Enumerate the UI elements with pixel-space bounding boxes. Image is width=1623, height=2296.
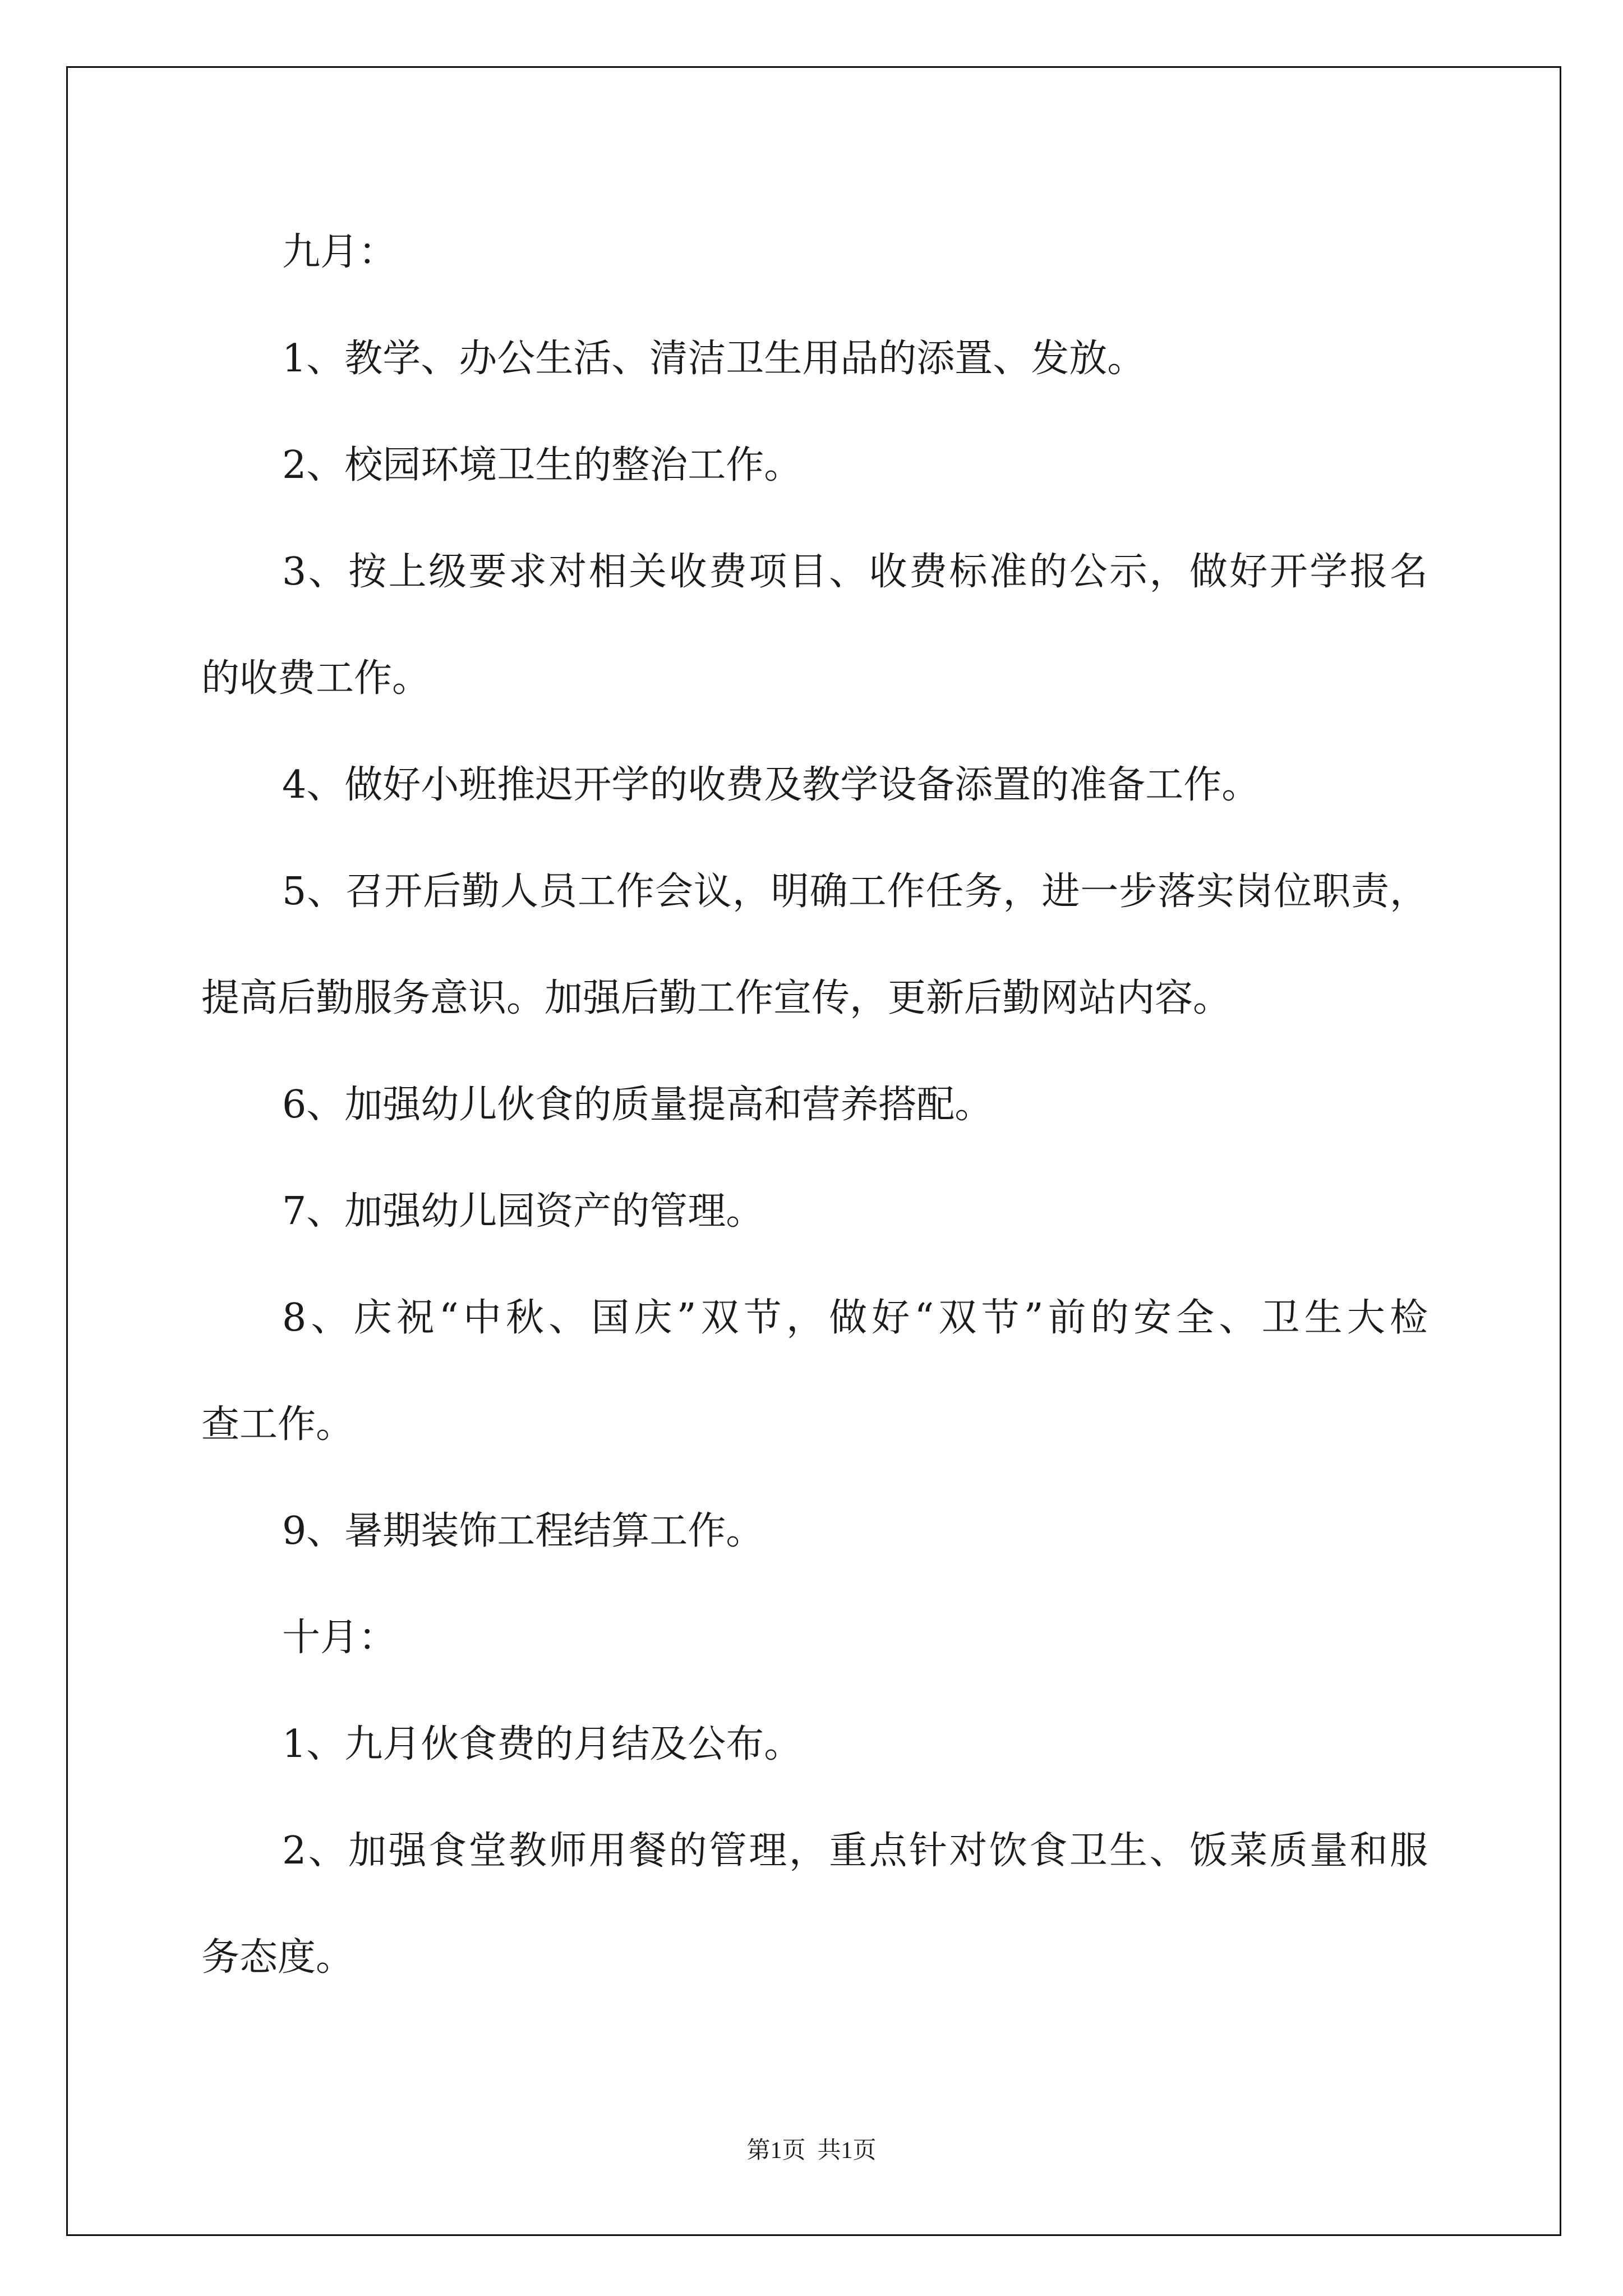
- list-item-line: 6、加强幼儿伙食的质量提高和营养搭配。: [282, 1083, 993, 1127]
- list-item: [201, 732, 1428, 839]
- list-item-line: 9、暑期装饰工程结算工作。: [282, 1509, 764, 1553]
- list-item-line: 2、加强食堂教师用餐的管理，重点针对饮食卫生、饭菜质量和服: [282, 1829, 1428, 1873]
- list-item-line: 5、召开后勤人员工作会议，明确工作任务，进一步落实岗位职责，: [282, 869, 1428, 914]
- list-item: [201, 1478, 1428, 1585]
- list-item-line: 查工作。: [201, 1402, 354, 1447]
- section-october: [201, 1585, 1428, 2011]
- list-item-line: 1、九月伙食费的月结及公布。: [282, 1722, 803, 1766]
- page-number-footer: 第1页 共1页: [746, 2138, 877, 2164]
- list-item: [201, 1691, 1428, 1798]
- list-item-line: 8、庆祝“中秋、国庆”双节，做好“双节”前的安全、卫生大检: [282, 1296, 1428, 1340]
- list-item-line: 的收费工作。: [201, 656, 431, 701]
- list-item: [201, 412, 1428, 519]
- section-september: [201, 199, 1428, 1585]
- list-item-line: 2、校园环境卫生的整治工作。: [282, 443, 803, 487]
- document-body: [201, 199, 1428, 2011]
- list-item: [201, 306, 1428, 412]
- list-item: [201, 1265, 1428, 1478]
- list-item-line: 7、加强幼儿园资产的管理。: [282, 1189, 764, 1234]
- section-heading: 十月：: [282, 1616, 397, 1660]
- list-item: [201, 839, 1428, 1052]
- list-item-line: 3、按上级要求对相关收费项目、收费标准的公示，做好开学报名: [282, 550, 1428, 594]
- list-item-line: 提高后勤服务意识。加强后勤工作宣传，更新后勤网站内容。: [201, 976, 1232, 1020]
- list-item-line: 1、教学、办公生活、清洁卫生用品的添置、发放。: [282, 337, 1146, 381]
- list-item: [201, 519, 1428, 732]
- list-item: [201, 1798, 1428, 2011]
- list-item-line: 务态度。: [201, 1935, 354, 1980]
- list-item-line: 4、做好小班推迟开学的收费及教学设备添置的准备工作。: [282, 763, 1260, 807]
- list-item: [201, 1158, 1428, 1265]
- list-item: [201, 1052, 1428, 1158]
- section-heading: 九月：: [282, 230, 397, 274]
